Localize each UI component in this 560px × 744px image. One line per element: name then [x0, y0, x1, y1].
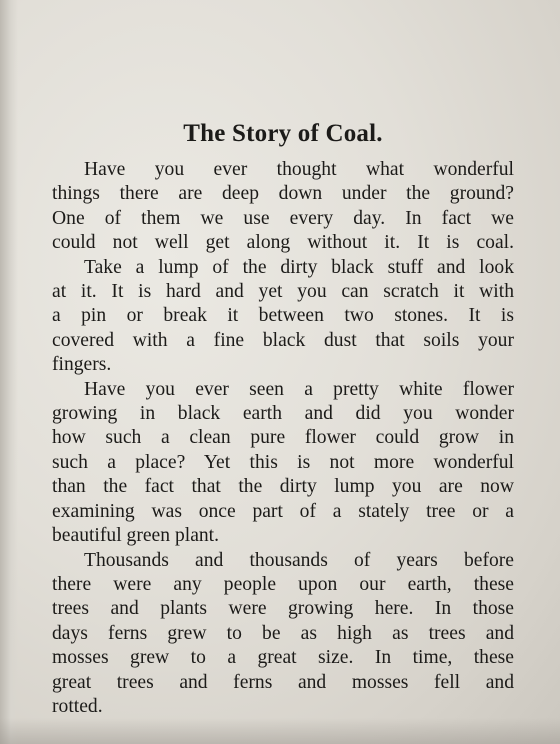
text-line: fingers. [52, 354, 112, 376]
paragraph-3 [52, 378, 514, 549]
text-line: Have you ever thought what wonderful [84, 159, 514, 180]
text-line: a pin or break it between two stones. It is [52, 305, 514, 327]
page-title: The Story of Coal. [183, 120, 383, 147]
text-line: mosses grew to a great size. In time, these [52, 647, 514, 669]
text-line: such a place? Yet this is not more wonderful [52, 451, 514, 473]
text-line: beautiful green plant. [52, 525, 220, 547]
text-line: rotted. [52, 695, 103, 717]
text-line: Have you ever seen a pretty white flower [84, 378, 514, 400]
text-line: than the fact that the dirty lump you are now [52, 476, 514, 498]
text-line: how such a clean pure flower could grow in [52, 427, 514, 449]
text-line: Thousands and thousands of years before [84, 549, 514, 571]
paragraph-4 [52, 549, 514, 720]
text-line: examining was once part of a stately tree or a [52, 500, 514, 522]
text-line: growing in black earth and did you wonder [52, 403, 514, 425]
text-line: things there are deep down under the ground? [52, 183, 514, 205]
text-line: could not well get along without it. It is coal. [52, 232, 514, 254]
text-line: Take a lump of the dirty black stuff and look [84, 256, 514, 278]
page-edge [0, 0, 18, 744]
paragraph-1 [52, 158, 514, 256]
text-line: there were any people upon our earth, these [52, 573, 514, 595]
text-line: great trees and ferns and mosses fell and [52, 671, 514, 693]
page-text-block [52, 116, 514, 740]
paragraph-2 [52, 256, 514, 378]
text-line: at it. It is hard and yet you can scratch it with [52, 281, 514, 303]
text-line: covered with a fine black dust that soils your [52, 329, 514, 351]
text-line: trees and plants were growing here. In those [52, 598, 514, 620]
text-line: One of them we use every day. In fact we [52, 207, 514, 229]
text-line: days ferns grew to be as high as trees and [52, 622, 514, 644]
